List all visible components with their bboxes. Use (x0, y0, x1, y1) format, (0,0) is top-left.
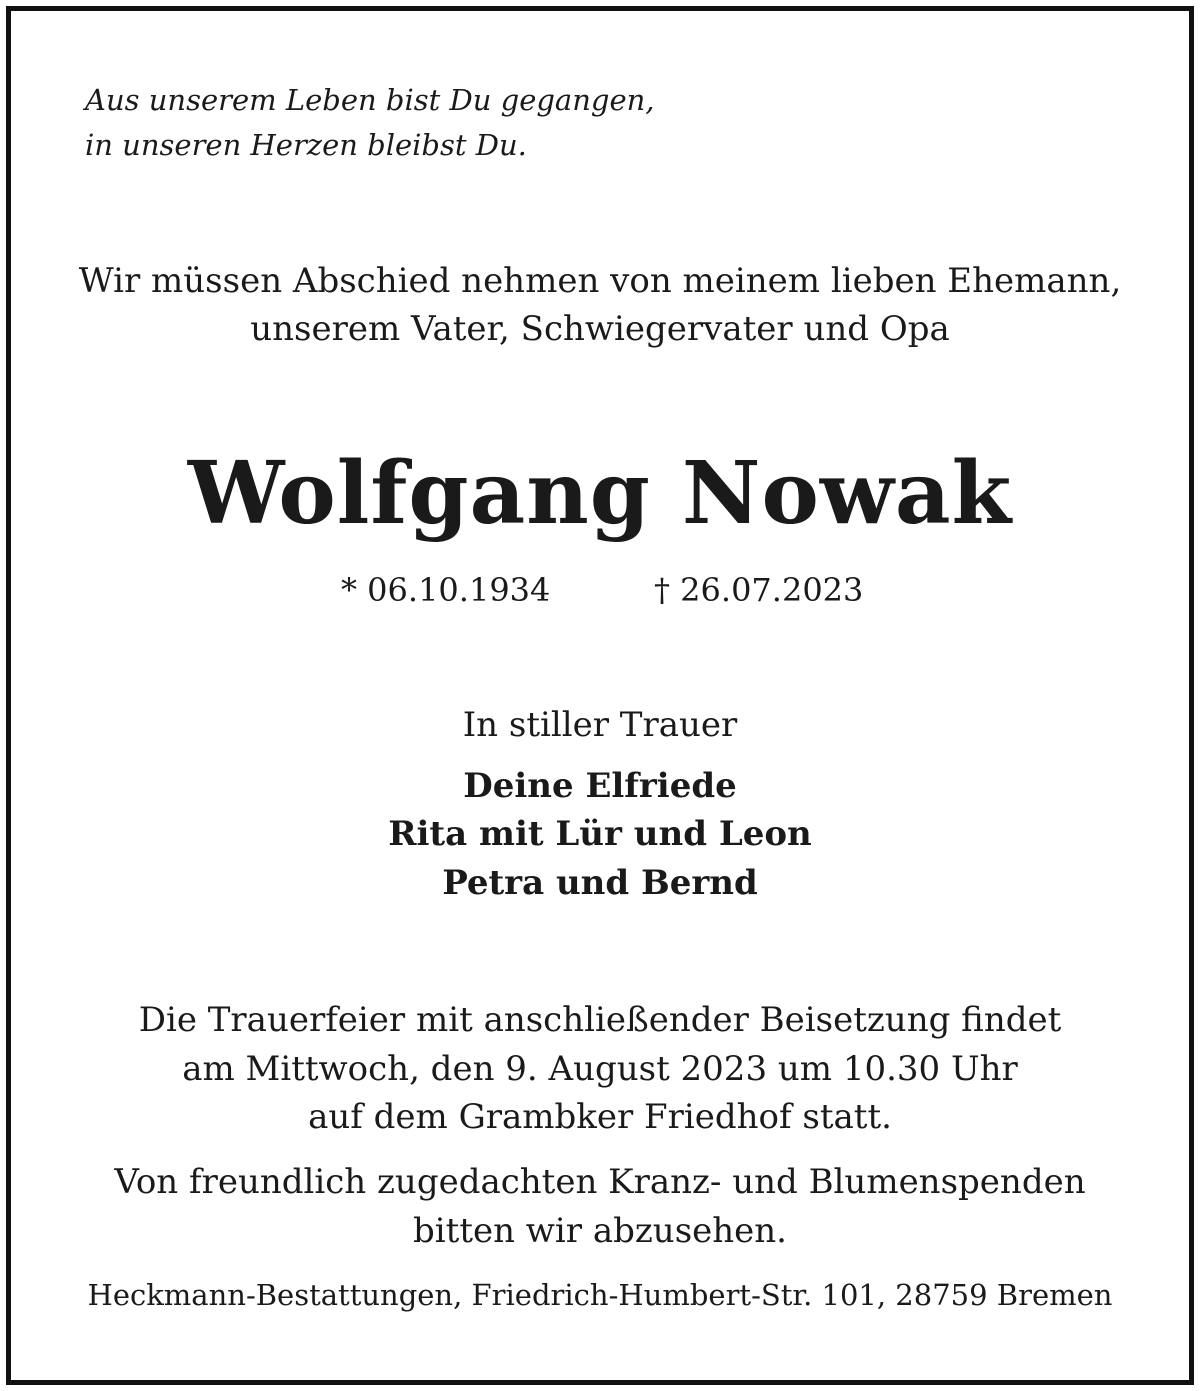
birth-date: * 06.10.1934 (341, 571, 551, 609)
mourner-name: Deine Elfriede (463, 766, 737, 806)
mourning-heading: In stiller Trauer (462, 705, 738, 745)
flowers-line-1: Von freundlich zugedachten Kranz- und Blumenspenden (114, 1162, 1086, 1202)
mourner-name: Rita mit Lür und Leon (388, 814, 812, 854)
intro-line-1: Wir müssen Abschied nehmen von meinem lieben Ehemann, (78, 261, 1122, 301)
obituary-frame (6, 6, 1194, 1385)
intro-line-2: unserem Vater, Schwiegervater und Opa (250, 309, 950, 349)
ceremony-line-2: am Mittwoch, den 9. August 2023 um 10.30 Uhr (182, 1049, 1018, 1089)
mourner-name: Petra und Bernd (442, 863, 758, 903)
undertaker-address: Heckmann-Bestattungen, Friedrich-Humbert-Str. 101, 28759 Bremen (87, 1278, 1113, 1312)
ceremony-line-3: auf dem Grambker Friedhof statt. (308, 1097, 892, 1137)
ceremony-line-1: Die Trauerfeier mit anschließender Beisetzung findet (138, 1000, 1062, 1040)
motto-line-1: Aus unserem Leben bist Du gegangen, (85, 83, 655, 117)
death-date: † 26.07.2023 (654, 571, 864, 609)
deceased-name: Wolfgang Nowak (187, 443, 1013, 544)
motto-line-2: in unseren Herzen bleibst Du. (85, 128, 527, 162)
flowers-line-2: bitten wir abzusehen. (413, 1211, 787, 1251)
